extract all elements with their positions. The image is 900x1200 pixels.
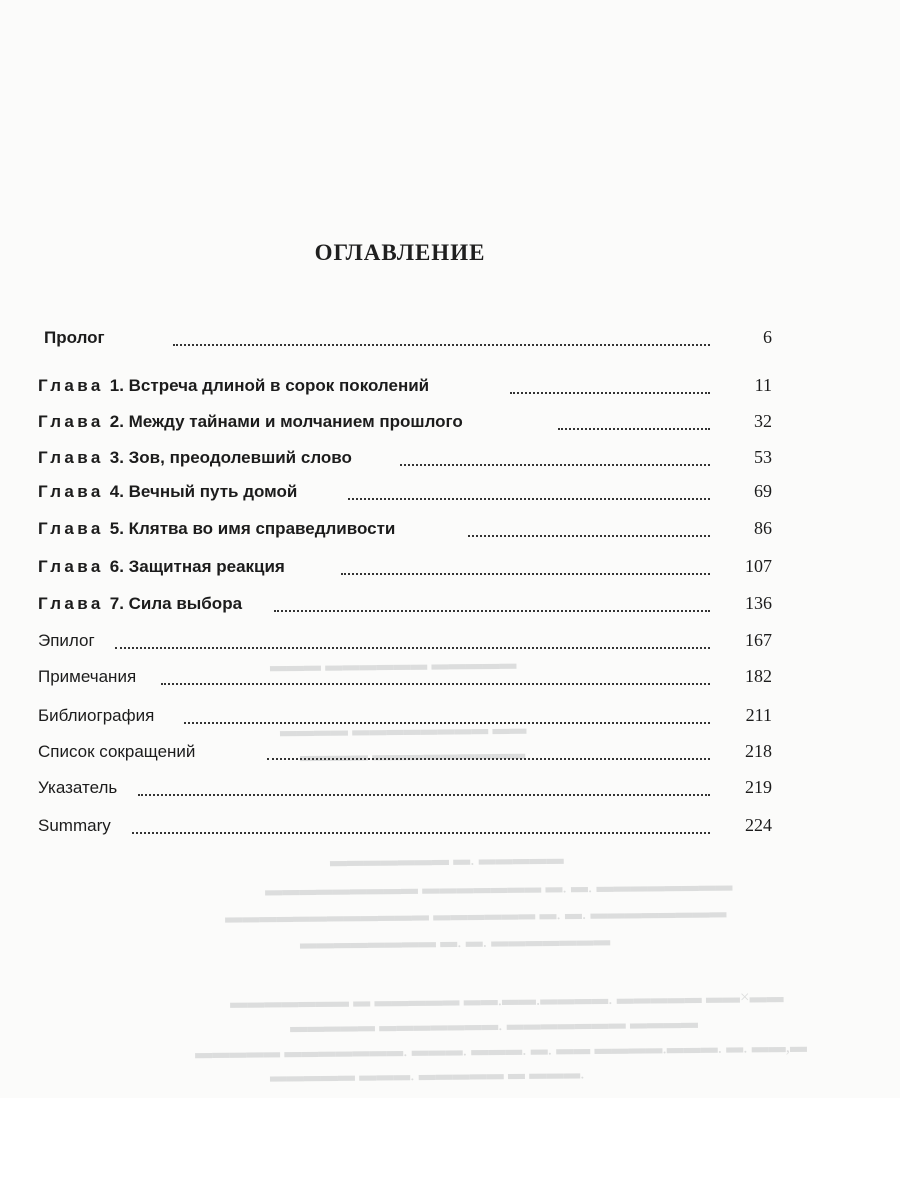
dot-leader bbox=[558, 428, 710, 430]
dot-leader bbox=[138, 794, 710, 796]
entry-title-text: 6. Защитная реакция bbox=[109, 557, 285, 576]
entry-title bbox=[38, 412, 463, 432]
entry-title-text: 7. Сила выбора bbox=[109, 594, 243, 613]
entry-title: Библиография bbox=[38, 706, 155, 725]
dot-leader bbox=[115, 647, 710, 649]
show-through-decoration: ▬▬▬▬▬▬▬▬▬ ▬▬▬▬▬▬▬ ▬. ▬. ▬▬▬▬▬▬▬▬ bbox=[264, 875, 733, 900]
toc-entry bbox=[38, 812, 772, 842]
entry-title bbox=[38, 376, 429, 396]
entry-title: Summary bbox=[38, 816, 111, 835]
dot-leader bbox=[400, 464, 710, 466]
show-through-decoration: ▬▬▬▬ ▬▬▬▬▬▬▬▬ ▬▬ bbox=[279, 718, 527, 741]
dot-leader bbox=[341, 573, 710, 575]
chapter-prefix: Глава bbox=[38, 412, 104, 431]
page-number: 218 bbox=[745, 741, 772, 761]
chapter-prefix: Глава bbox=[38, 482, 104, 501]
toc-entry bbox=[38, 515, 772, 545]
dot-leader bbox=[184, 722, 710, 724]
entry-title-text: 1. Встреча длиной в сорок поколений bbox=[109, 376, 430, 395]
toc-entry bbox=[38, 408, 772, 438]
dot-leader bbox=[468, 535, 710, 537]
toc-entry bbox=[38, 663, 772, 693]
entry-title: Эпилог bbox=[38, 631, 95, 650]
entry-title bbox=[38, 519, 395, 539]
chapter-prefix: Глава bbox=[38, 376, 104, 395]
entry-title-text: 4. Вечный путь домой bbox=[109, 482, 298, 501]
dot-leader bbox=[173, 344, 710, 346]
toc-entry bbox=[38, 738, 772, 768]
show-through-decoration: ▬▬▬▬▬▬▬ ▬ ▬▬▬▬▬ ▬▬.▬▬.▬▬▬▬. ▬▬▬▬▬ ▬▬×▬▬ bbox=[229, 987, 784, 1012]
chapter-prefix: Глава bbox=[38, 557, 104, 576]
entry-title bbox=[38, 448, 352, 468]
chapter-prefix: Глава bbox=[38, 594, 104, 613]
toc-entry bbox=[38, 627, 772, 657]
show-through-decoration: ▬▬▬▬▬▬▬▬ ▬. ▬. ▬▬▬▬▬▬▬ bbox=[299, 930, 611, 953]
entry-title-text: 3. Зов, преодолевший слово bbox=[109, 448, 352, 467]
show-through-decoration: ▬▬▬▬▬ ▬▬▬. ▬▬▬▬▬ ▬ ▬▬▬. bbox=[269, 1063, 585, 1086]
page-number: 86 bbox=[754, 518, 772, 538]
toc-entry bbox=[38, 444, 772, 474]
page-number: 219 bbox=[745, 777, 772, 797]
page-number: 69 bbox=[754, 481, 772, 501]
dot-leader bbox=[274, 610, 710, 612]
entry-title: Указатель bbox=[38, 778, 118, 797]
dot-leader bbox=[510, 392, 710, 394]
page-number: 53 bbox=[754, 447, 772, 467]
dot-leader bbox=[267, 758, 710, 760]
page-number: 224 bbox=[745, 815, 772, 835]
show-through-decoration: ▬▬▬▬▬▬▬▬▬▬▬▬ ▬▬▬▬▬▬ ▬. ▬. ▬▬▬▬▬▬▬▬ bbox=[224, 902, 727, 927]
entry-title-text: 2. Между тайнами и молчанием прошлого bbox=[109, 412, 463, 431]
entry-title: Список сокращений bbox=[38, 742, 196, 761]
page-number: 11 bbox=[754, 375, 772, 395]
entry-title bbox=[38, 557, 285, 577]
entry-title bbox=[38, 328, 105, 348]
show-through-decoration: ▬▬▬▬▬▬▬ ▬. ▬▬▬▬▬ bbox=[329, 848, 564, 871]
entry-title bbox=[38, 482, 297, 502]
chapter-prefix: Глава bbox=[38, 519, 104, 538]
dot-leader bbox=[132, 832, 710, 834]
page-title: ОГЛАВЛЕНИЕ bbox=[314, 240, 486, 265]
entry-title bbox=[38, 594, 242, 614]
dot-leader bbox=[161, 683, 710, 685]
page-number: 167 bbox=[745, 630, 772, 650]
page-number: 6 bbox=[763, 327, 772, 347]
toc-entry bbox=[38, 372, 772, 402]
entry-title: Примечания bbox=[38, 667, 137, 686]
toc-entry bbox=[38, 553, 772, 583]
toc-entry bbox=[38, 324, 772, 354]
toc-entry bbox=[38, 702, 772, 732]
toc-entry bbox=[38, 774, 772, 804]
entry-title-text: 5. Клятва во имя справедливости bbox=[109, 519, 396, 538]
toc-entry bbox=[38, 590, 772, 620]
entry-title-text: Пролог bbox=[44, 328, 105, 347]
show-through-decoration: ▬▬▬▬▬ ▬▬▬▬▬▬▬. ▬▬▬▬▬▬▬ ▬▬▬▬ bbox=[289, 1012, 699, 1037]
show-through-decoration: ▬▬▬ ▬▬▬▬▬▬ ▬▬▬▬▬ bbox=[269, 653, 517, 676]
page-number: 107 bbox=[745, 556, 772, 576]
show-through-decoration: ▬▬▬▬▬ ▬▬▬▬▬▬▬. ▬▬▬. ▬▬▬. ▬. ▬▬ ▬▬▬▬.▬▬▬. ▬. ▬▬,▬ bbox=[194, 1036, 808, 1063]
dot-leader bbox=[348, 498, 710, 500]
chapter-prefix: Глава bbox=[38, 448, 104, 467]
toc-entry bbox=[38, 478, 772, 508]
show-through-decoration: ▬▬▬▬ ▬▬▬▬▬▬▬▬▬ bbox=[299, 743, 526, 766]
page-number: 182 bbox=[745, 666, 772, 686]
page-number: 136 bbox=[745, 593, 772, 613]
page-number: 32 bbox=[754, 411, 772, 431]
page-number: 211 bbox=[745, 705, 772, 725]
